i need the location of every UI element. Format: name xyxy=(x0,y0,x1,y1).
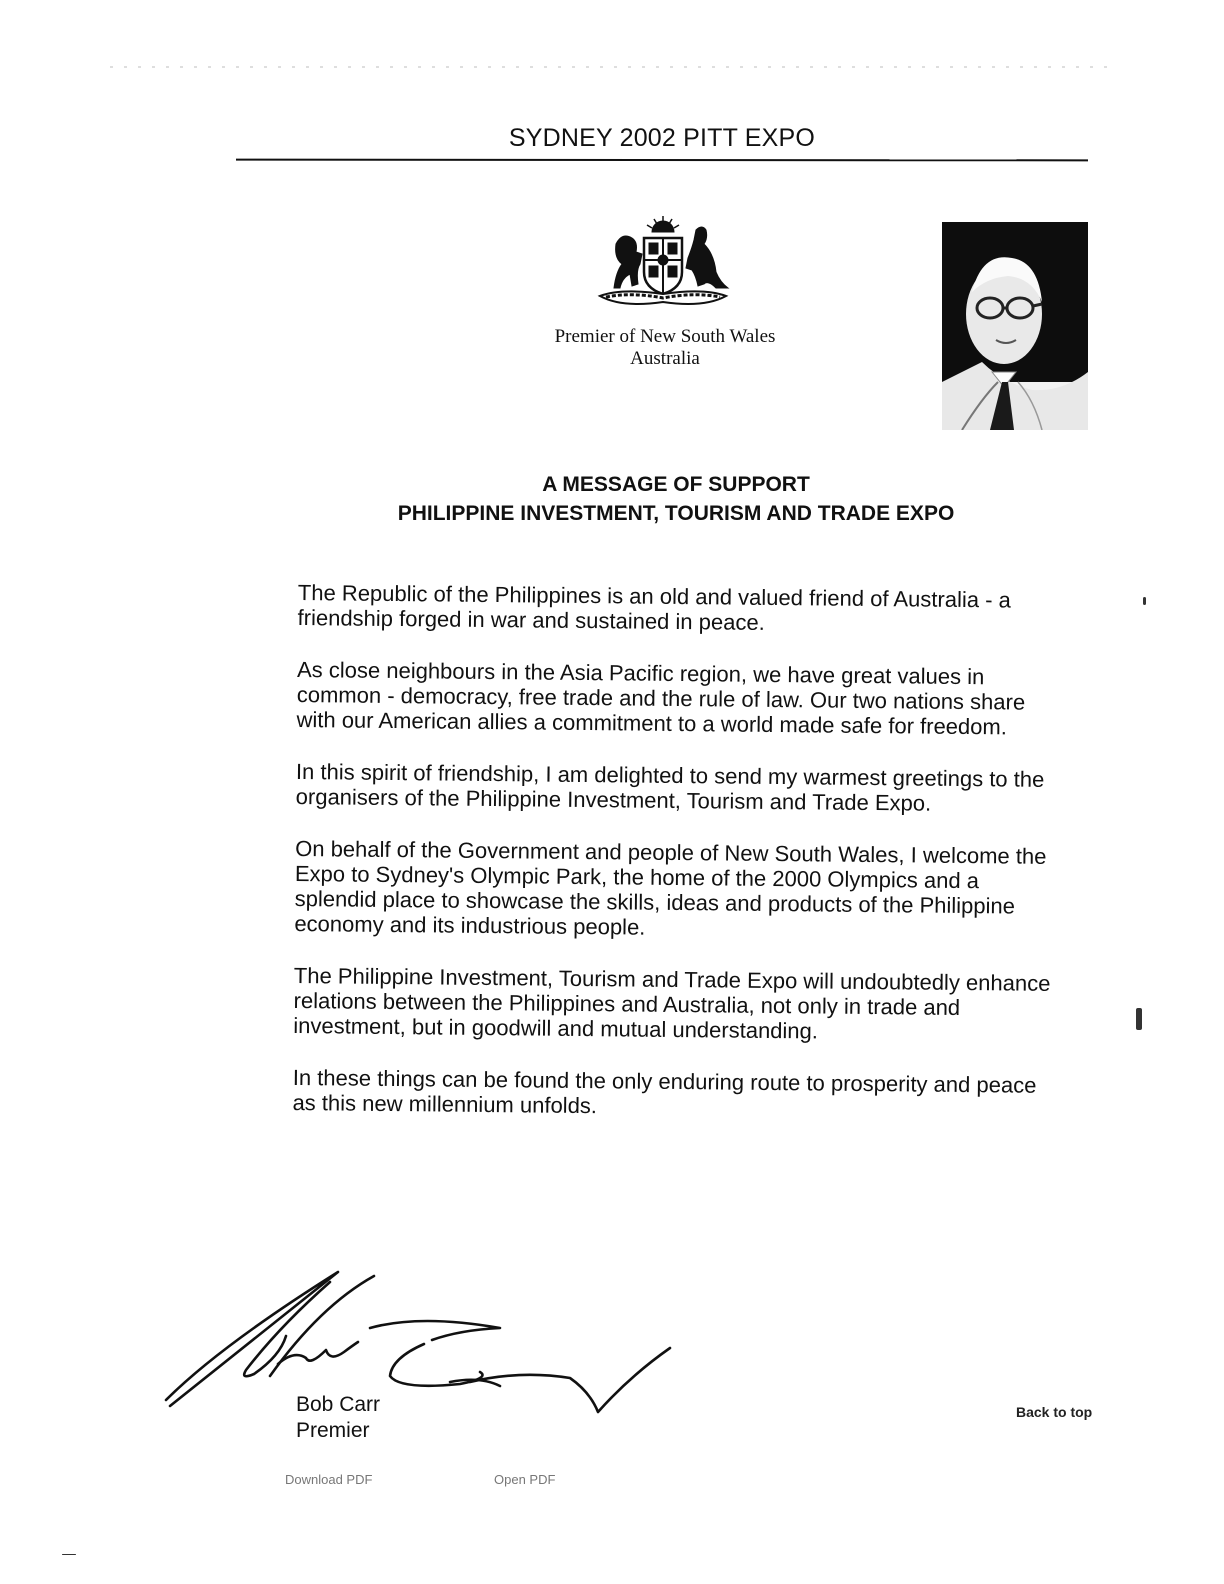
message-body xyxy=(292,580,1068,1150)
office-line-2: Australia xyxy=(630,348,700,369)
open-pdf-link[interactable]: Open PDF xyxy=(494,1472,556,1487)
document-header-title: SYDNEY 2002 PITT EXPO xyxy=(508,124,816,152)
coat-of-arms-icon xyxy=(592,214,734,314)
download-pdf-link[interactable]: Download PDF xyxy=(285,1472,373,1487)
body-paragraph: The Philippine Investment, Tourism and Trade Expo will undoubtedly enhance relations between the Philippines and Australia, not only in trade and investment, but in goodwill and mutual understanding. xyxy=(293,962,1051,1044)
body-paragraph: In this spirit of friendship, I am delighted to send my warmest greetings to the organisers of the Philippine Investment, Tourism and Trade Expo. xyxy=(295,758,1045,816)
portrait-photo xyxy=(942,222,1088,430)
message-heading xyxy=(300,470,1052,528)
header-rule xyxy=(236,159,1088,162)
scan-artifact-dots xyxy=(110,66,1110,68)
body-paragraph: On behalf of the Government and people of New South Wales, I welcome the Expo to Sydney's Olympic Park, the home of the 2000 Olympics and a splendid place to showcase the skills, ideas and products of the Philippine economy and its industrious people. xyxy=(294,835,1047,940)
office-line-1: Premier of New South Wales xyxy=(554,326,776,347)
signer-title: Premier xyxy=(296,1419,370,1442)
body-paragraph: The Republic of the Philippines is an old and valued friend of Australia - a friendship forged in war and sustained in peace. xyxy=(297,580,1011,635)
body-paragraph: In these things can be found the only enduring route to prosperity and peace as this new millennium unfolds. xyxy=(292,1064,1037,1119)
handwritten-signature-icon xyxy=(160,1266,700,1426)
heading-line-1: A MESSAGE OF SUPPORT xyxy=(542,473,810,496)
scan-speck xyxy=(1136,1008,1142,1030)
office-title xyxy=(480,326,850,370)
signer-block xyxy=(296,1392,380,1444)
body-paragraph: As close neighbours in the Asia Pacific region, we have great values in common - democracy, free trade and the rule of law. Our two nations share with our American allies a commitment to a world made safe for freedom. xyxy=(296,656,1026,740)
scan-speck xyxy=(1143,597,1146,605)
signer-name: Bob Carr xyxy=(296,1393,381,1416)
heading-line-2: PHILIPPINE INVESTMENT, TOURISM AND TRADE EXPO xyxy=(397,502,955,525)
portrait-photo-icon xyxy=(942,222,1088,430)
back-to-top-link[interactable]: Back to top xyxy=(1016,1404,1093,1420)
scan-speck xyxy=(62,1554,76,1555)
